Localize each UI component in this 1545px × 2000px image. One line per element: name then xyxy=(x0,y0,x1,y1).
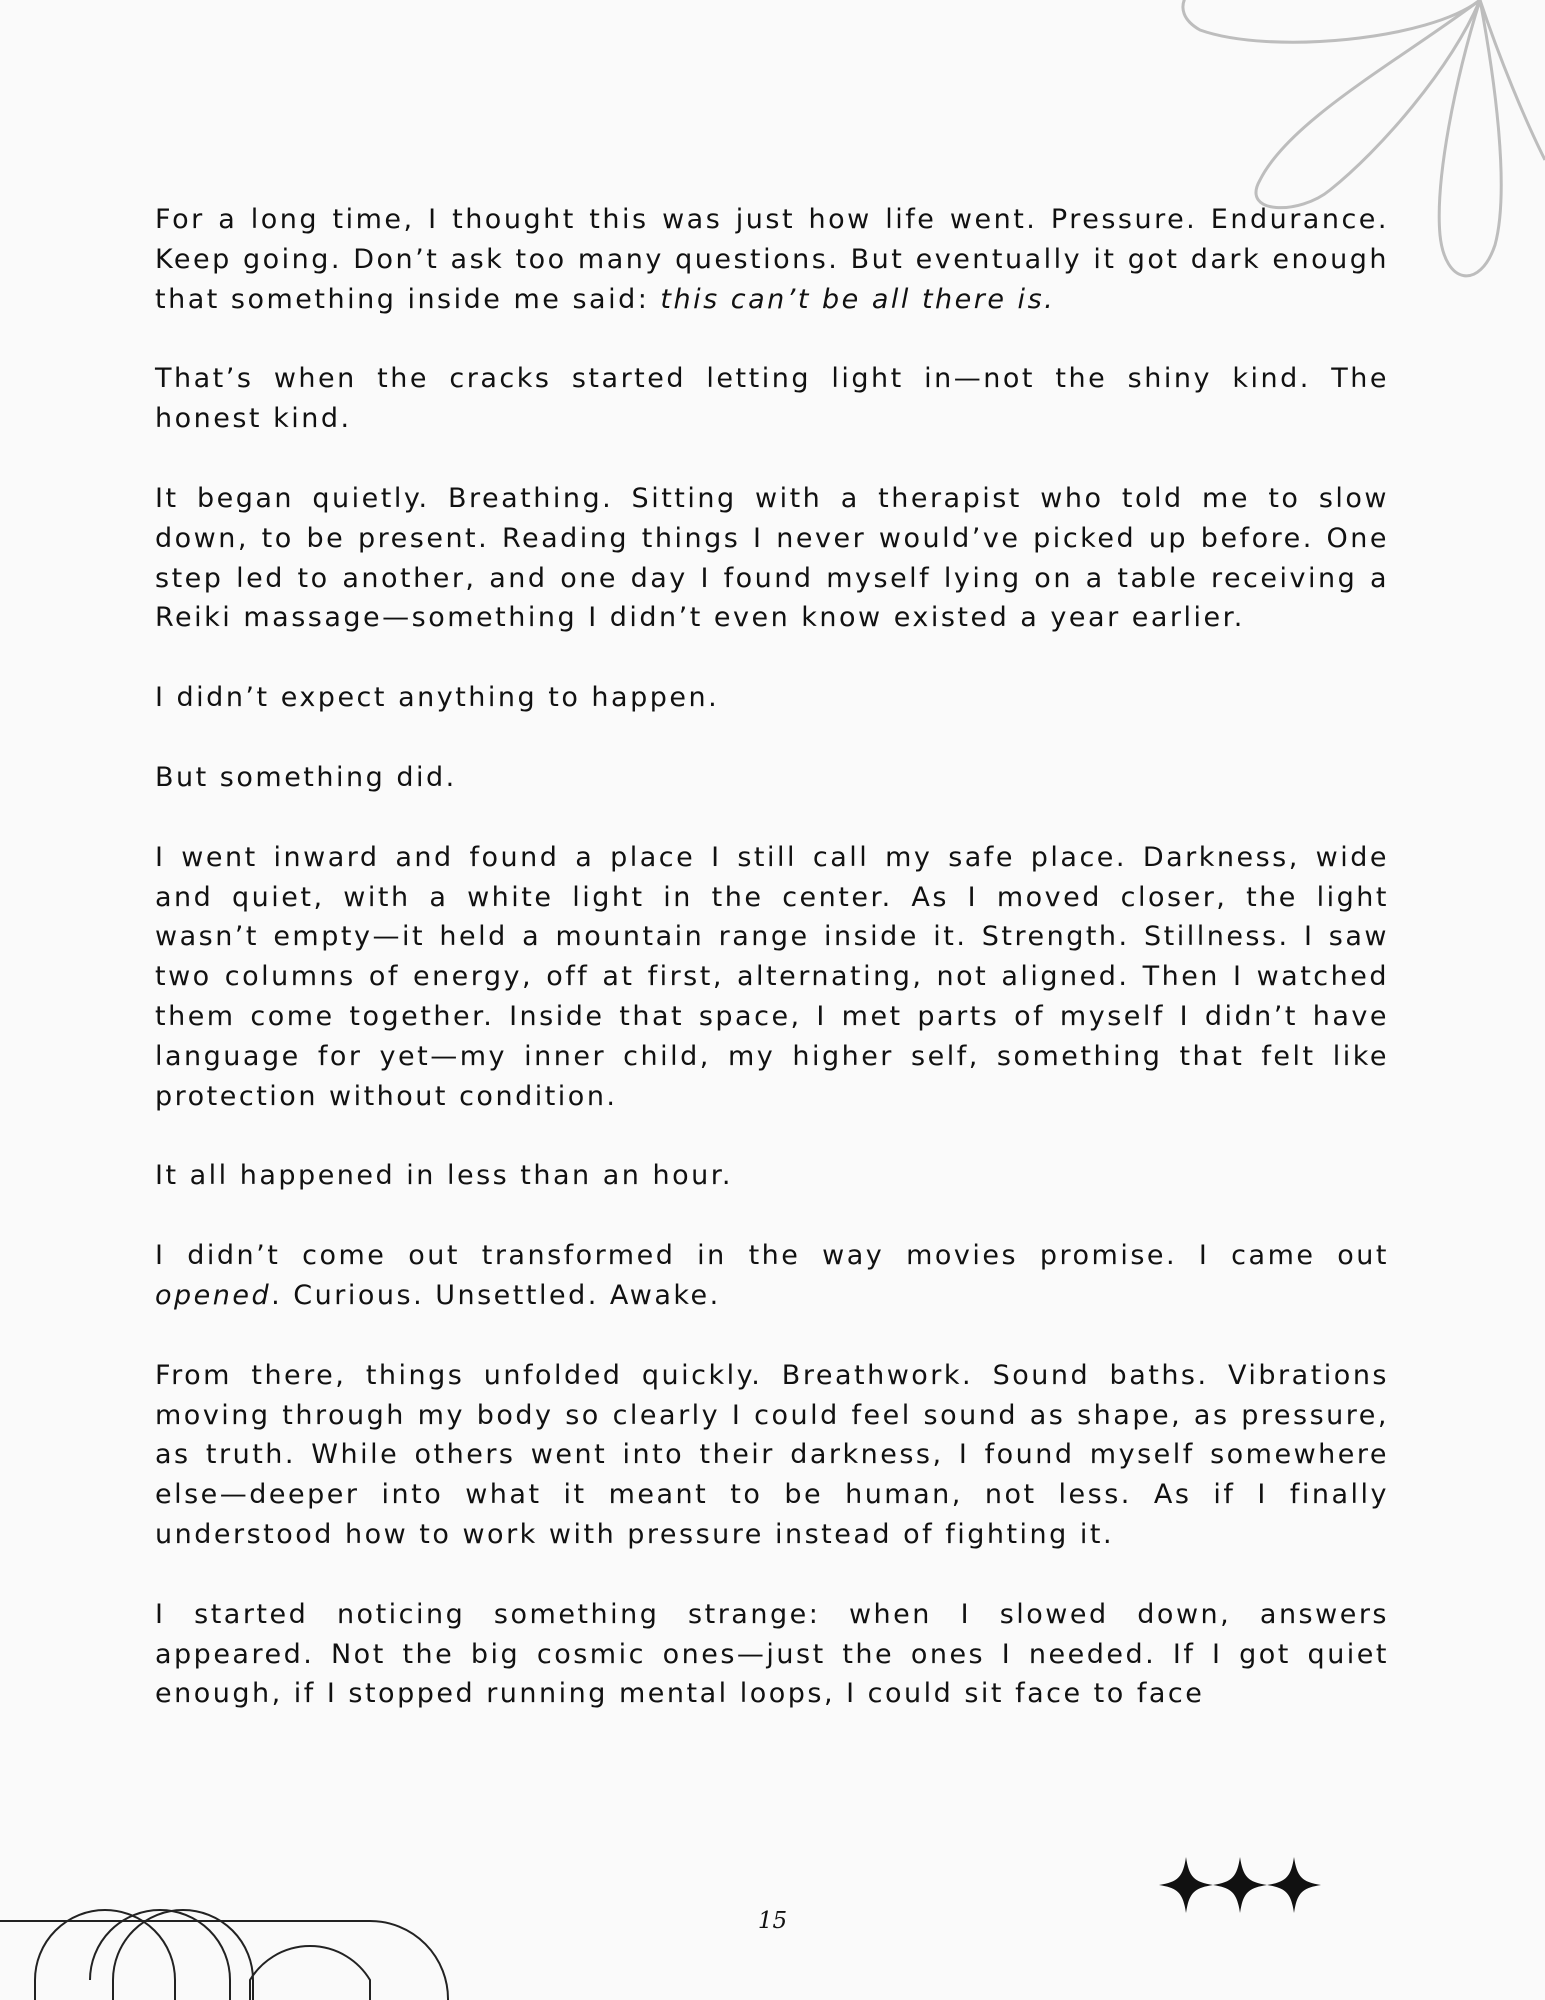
paragraph: It began quietly. Breathing. Sitting with a therapist who told me to slow down, to be present. Reading things I never would’ve picked up before. One step led to another, and one day I found myself lying on a table receiving a Reiki massage—something I didn’t even know existed a year earlier. xyxy=(155,482,1389,634)
arch xyxy=(90,1910,230,2000)
petal xyxy=(1256,0,1480,208)
paragraph: But something did. xyxy=(155,761,457,793)
paragraph-text: For a long time, I thought this was just how life went. Pressure. Endurance. Keep going. Don’t ask too many questions. But eventually it got dark enough that something inside me said: xyxy=(155,204,1389,315)
petal xyxy=(1439,0,1501,276)
paragraph: I started noticing something strange: when I slowed down, answers appeared. Not the big cosmic ones—just the ones I needed. If I got quiet enough, if I stopped running mental loops, I could sit face to face xyxy=(155,1598,1389,1710)
sparkle-stars-decoration xyxy=(1158,1855,1323,1915)
sparkle-star-icon xyxy=(1267,1857,1321,1913)
sparkle-star-icon xyxy=(1213,1857,1267,1913)
body-text xyxy=(155,200,1389,1754)
arches-decoration xyxy=(0,1905,460,2000)
petal xyxy=(1480,0,1545,160)
italic-text: opened xyxy=(155,1279,272,1311)
paragraph: From there, things unfolded quickly. Breathwork. Sound baths. Vibrations moving through my body so clearly I could feel sound as shape, as pressure, as truth. While others went into their darkness, I found myself somewhere else—deeper into what it meant to be human, not less. As if I finally understood how to work with pressure instead of fighting it. xyxy=(155,1359,1389,1550)
arch xyxy=(35,1910,175,2000)
arch xyxy=(370,1921,448,2000)
page-number: 15 xyxy=(757,1908,788,1934)
arch xyxy=(113,1910,253,2000)
paragraph: It all happened in less than an hour. xyxy=(155,1160,733,1192)
paragraph: I went inward and found a place I still call my safe place. Darkness, wide and quiet, with a white light in the center. As I moved closer, the light wasn’t empty—it held a mountain range inside it. Strength. Stillness. I saw two columns of energy, off at first, alternating, not aligned. Then I watched them come together. Inside that space, I met parts of myself I didn’t have language for yet—my inner child, my higher self, something that felt like protection without condition. xyxy=(155,841,1389,1112)
paragraph-text: I didn’t come out transformed in the way movies promise. I came out xyxy=(155,1240,1389,1272)
petal xyxy=(1183,0,1480,42)
paragraph: I didn’t expect anything to happen. xyxy=(155,682,720,714)
paragraph: That’s when the cracks started letting light in—not the shiny kind. The honest kind. xyxy=(155,363,1389,435)
arch xyxy=(250,1946,370,2000)
paragraph xyxy=(155,1236,1389,1316)
sparkle-star-icon xyxy=(1159,1857,1213,1913)
paragraph xyxy=(155,200,1389,319)
paragraph-text: . Curious. Unsettled. Awake. xyxy=(271,1279,721,1311)
italic-text: this can’t be all there is. xyxy=(660,283,1056,315)
